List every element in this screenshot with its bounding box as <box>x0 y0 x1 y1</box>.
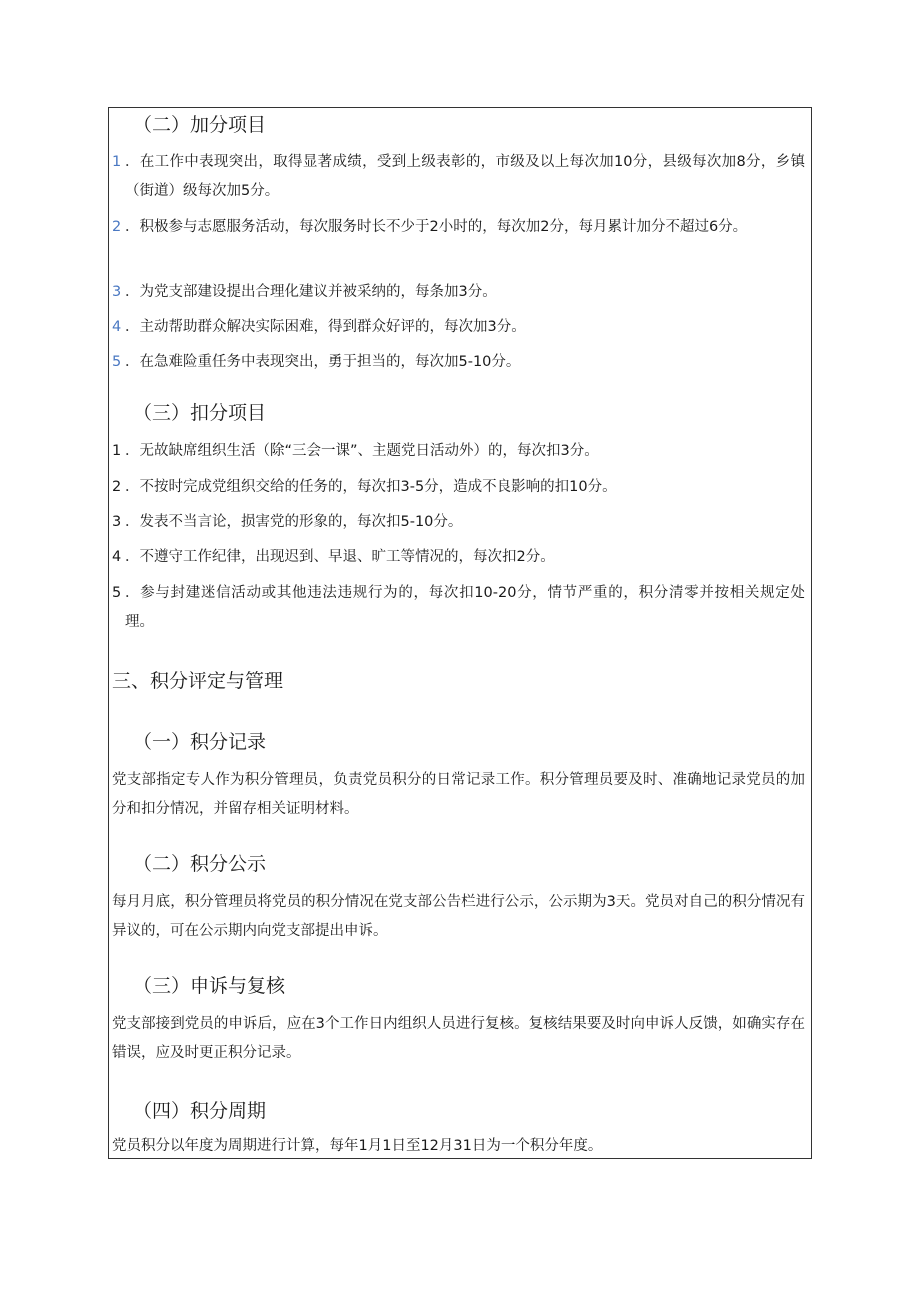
deduct-item-2 <box>109 473 811 502</box>
appeal-heading: （三）申诉与复核 <box>133 975 286 997</box>
bonus-item-2 <box>109 213 811 242</box>
bonus-item-5 <box>109 348 811 377</box>
deduct-item-5 <box>109 579 811 637</box>
item-number: 4 <box>112 319 122 335</box>
item-number: 5 <box>112 585 122 601</box>
appeal-text: 党支部接到党员的申诉后，应在3个工作日内组织人员进行复核。复核结果要及时向申诉人反馈，如确实存在错误，应及时更正积分记录。 <box>112 1016 805 1061</box>
management-heading: 三、积分评定与管理 <box>112 670 284 692</box>
bonus-item-4 <box>109 313 811 342</box>
item-number: 4 <box>112 549 122 565</box>
item-number: 3 <box>112 514 122 530</box>
item-text: ．无故缺席组织生活（除“三会一课”、主题党日活动外）的，每次扣3分。 <box>125 443 599 459</box>
record-text: 党支部指定专人作为积分管理员，负责党员积分的日常记录工作。积分管理员要及时、准确地记录党员的加分和扣分情况，并留存相关证明材料。 <box>112 772 805 817</box>
item-text: ．积极参与志愿服务活动，每次服务时长不少于2小时的，每次加2分，每月累计加分不超过6分。 <box>125 219 748 235</box>
item-number: 1 <box>112 154 122 170</box>
item-number: 1 <box>112 443 122 459</box>
item-text: ．主动帮助群众解决实际困难，得到群众好评的，每次加3分。 <box>125 319 526 335</box>
item-number: 2 <box>112 479 122 495</box>
item-number: 2 <box>112 219 122 235</box>
item-text: ．不按时完成党组织交给的任务的，每次扣3-5分，造成不良影响的扣10分。 <box>125 479 617 495</box>
item-text: ．发表不当言论，损害党的形象的，每次扣5-10分。 <box>125 514 463 530</box>
item-number: 5 <box>112 354 122 370</box>
deduct-item-1 <box>109 437 811 466</box>
item-text: ．在急难险重任务中表现突出，勇于担当的，每次加5-10分。 <box>125 354 521 370</box>
deduct-item-3 <box>109 508 811 537</box>
bonus-item-1 <box>109 148 811 206</box>
publicity-heading: （二）积分公示 <box>133 853 267 875</box>
bonus-heading: （二）加分项目 <box>133 114 267 136</box>
record-heading: （一）积分记录 <box>133 731 267 753</box>
item-text: ．参与封建迷信活动或其他违法违规行为的，每次扣10-20分，情节严重的，积分清零并按相关规定处理。 <box>125 585 805 630</box>
item-number: 3 <box>112 284 122 300</box>
item-text: ．为党支部建设提出合理化建议并被采纳的，每条加3分。 <box>125 284 497 300</box>
cycle-heading: （四）积分周期 <box>133 1100 267 1122</box>
document-frame <box>108 107 812 1159</box>
item-text: ．在工作中表现突出，取得显著成绩，受到上级表彰的，市级及以上每次加10分，县级每次加8分，乡镇（街道）级每次加5分。 <box>125 154 805 199</box>
deduct-heading: （三）扣分项目 <box>133 402 267 424</box>
cycle-text: 党员积分以年度为周期进行计算，每年1月1日至12月31日为一个积分年度。 <box>112 1138 603 1154</box>
deduct-item-4 <box>109 543 811 572</box>
bonus-item-3 <box>109 278 811 307</box>
publicity-text: 每月月底，积分管理员将党员的积分情况在党支部公告栏进行公示，公示期为3天。党员对自己的积分情况有异议的，可在公示期内向党支部提出申诉。 <box>112 894 805 939</box>
item-text: ．不遵守工作纪律，出现迟到、早退、旷工等情况的，每次扣2分。 <box>125 549 555 565</box>
